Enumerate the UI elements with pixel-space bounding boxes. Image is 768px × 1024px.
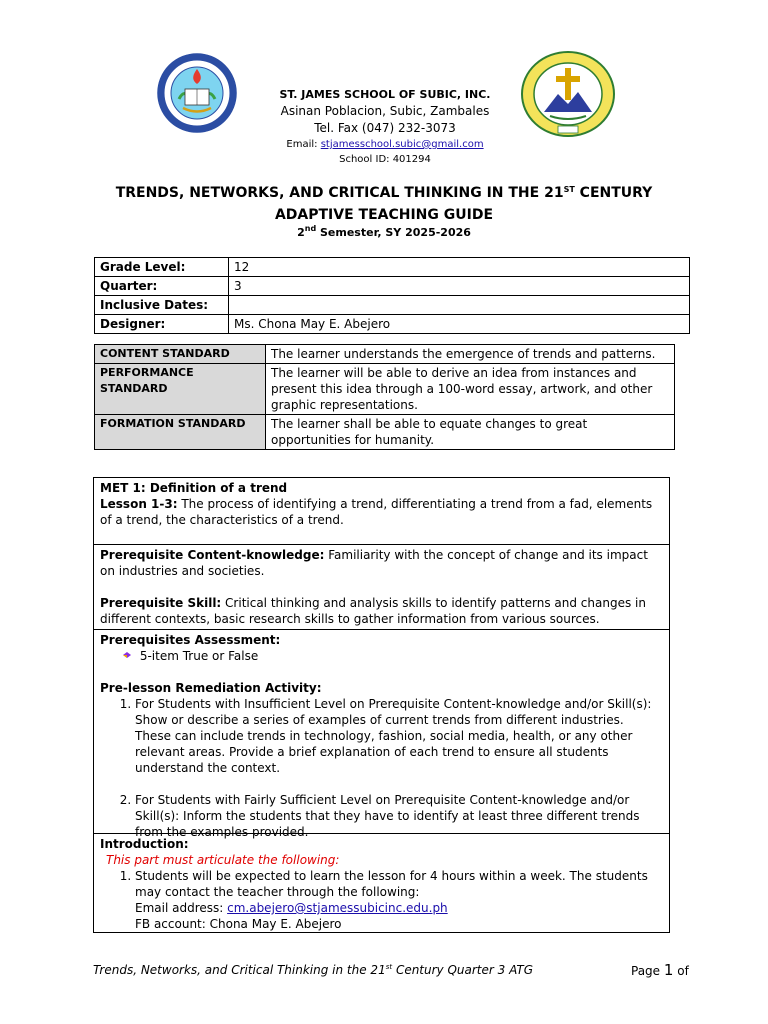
introduction-title: Introduction: — [100, 837, 189, 851]
formation-standard-label: FORMATION STANDARD — [95, 415, 266, 450]
grade-level-label: Grade Level: — [95, 258, 229, 277]
designer-value: Ms. Chona May E. Abejero — [229, 315, 690, 334]
performance-standard-value: The learner will be able to derive an idea from instances and present this idea through a 100-word essay, artwork, and other graphic representations. — [266, 364, 675, 415]
assessment-section — [94, 630, 669, 839]
content-standard-value: The learner understands the emergence of trends and patterns. — [266, 345, 675, 364]
school-id: School ID: 401294 — [339, 154, 431, 165]
arrow-bullet-icon — [122, 648, 136, 664]
grade-level-value: 12 — [229, 258, 690, 277]
school-email-line: Email: stjamesschool.subic@gmail.com — [286, 139, 484, 150]
diocese-logo — [520, 50, 616, 138]
lesson-text: Lesson 1-3: The process of identifying a trend, differentiating a trend from a fad, elements of a trend, the characteristics of a trend. — [100, 497, 653, 527]
performance-standard-label: PERFORMANCE STANDARD — [95, 364, 266, 415]
school-address: Asinan Poblacion, Subic, Zambales — [280, 104, 490, 118]
document-title: TRENDS, NETWORKS, AND CRITICAL THINKING IN THE 21ST CENTURY — [115, 185, 653, 201]
table-row — [95, 415, 675, 450]
teacher-fb: FB account: Chona May E. Abejero — [135, 917, 342, 931]
school-logo — [157, 53, 237, 133]
info-table — [94, 257, 690, 334]
table-row — [95, 258, 690, 277]
remediation-list — [100, 696, 663, 840]
introduction-section — [94, 834, 669, 936]
school-header — [255, 86, 515, 167]
table-row — [95, 296, 690, 315]
formation-standard-value: The learner shall be able to equate changes to great opportunities for humanity. — [266, 415, 675, 450]
met-section — [94, 478, 669, 545]
content-standard-label: CONTENT STANDARD — [95, 345, 266, 364]
footer-title: Trends, Networks, and Critical Thinking in the 21st Century Quarter 3 ATG — [93, 963, 534, 977]
table-row — [95, 345, 675, 364]
introduction-list — [100, 868, 663, 932]
teacher-email-link[interactable]: cm.abejero@stjamessubicinc.edu.ph — [227, 901, 448, 915]
table-row — [95, 364, 675, 415]
prereq-skill: Prerequisite Skill: Critical thinking and analysis skills to identify patterns and changes in different contexts, basic research skills to gather information from various sources. — [100, 596, 646, 626]
school-email-link[interactable]: stjamesschool.subic@gmail.com — [320, 139, 484, 150]
table-row — [95, 277, 690, 296]
inclusive-dates-value — [229, 296, 690, 315]
school-name: ST. JAMES SCHOOL OF SUBIC, INC. — [279, 88, 491, 101]
list-item: 1. For Students with Insufficient Level on Prerequisite Content-knowledge and/or Skill(s): Show or describe a series of examples of current trends from different industries. These can include trends in technology, fashion, social media, health, or any other relevant areas. Provide a brief explanation of each trend to ensure all students understand the context. — [135, 696, 663, 776]
quarter-value: 3 — [229, 277, 690, 296]
met-title: MET 1: Definition of a trend — [100, 481, 288, 495]
table-row — [95, 315, 690, 334]
introduction-note: This part must articulate the following: — [106, 853, 340, 867]
inclusive-dates-label: Inclusive Dates: — [95, 296, 229, 315]
assessment-title: Prerequisites Assessment: — [100, 633, 281, 647]
school-telfax: Tel. Fax (047) 232-3073 — [314, 121, 456, 135]
assessment-bullet: 5-item True or False — [100, 648, 663, 664]
semester-line: 2nd Semester, SY 2025-2026 — [297, 224, 471, 239]
page-number: Page 1 of — [631, 961, 689, 979]
prerequisite-section — [94, 545, 669, 630]
prereq-content: Prerequisite Content-knowledge: Familiarity with the concept of change and its impact on industries and societies. — [100, 548, 648, 578]
document-subtitle: ADAPTIVE TEACHING GUIDE — [274, 207, 494, 223]
standards-table — [94, 344, 675, 450]
lesson-box — [93, 477, 670, 933]
quarter-label: Quarter: — [95, 277, 229, 296]
list-item: 1. Students will be expected to learn the lesson for 4 hours within a week. The students may contact the teacher through the following: Email address: cm.abejero@stjamessubicinc.edu.ph FB account: Chona May E. Abejero — [135, 868, 663, 932]
list-item: 2. For Students with Fairly Sufficient Level on Prerequisite Content-knowledge and/or Skill(s): Inform the students that they have to identify at least three different trends from the examples provided. — [135, 792, 663, 840]
remediation-title: Pre-lesson Remediation Activity: — [100, 681, 322, 695]
designer-label: Designer: — [95, 315, 229, 334]
